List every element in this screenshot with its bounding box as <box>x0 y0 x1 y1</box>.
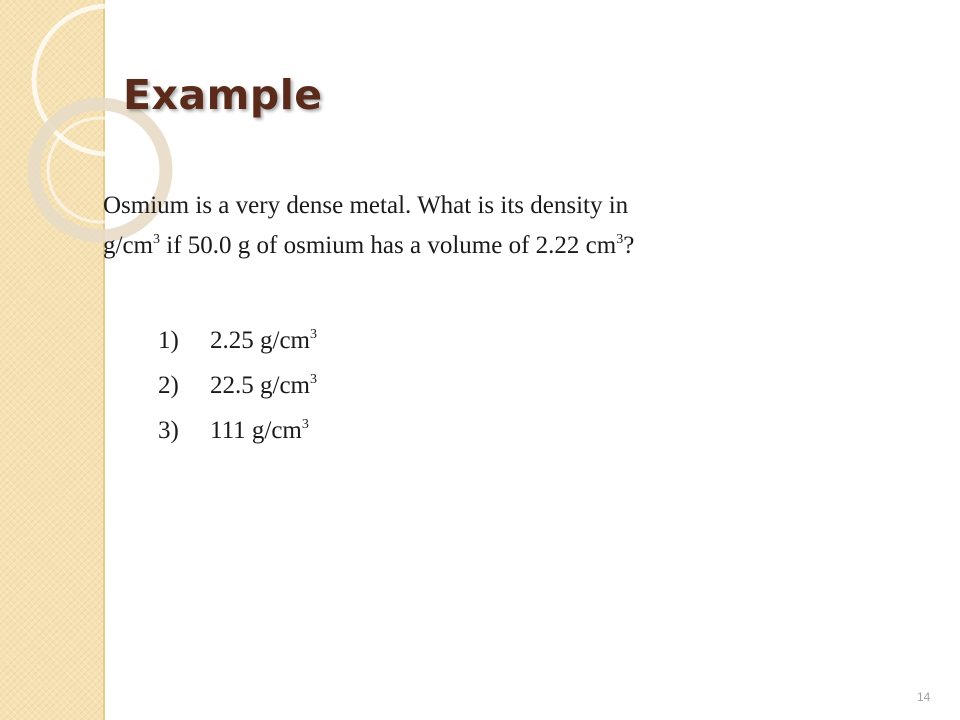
question-line-1: Osmium is a very dense metal. What is its density in <box>103 192 629 219</box>
question-line-2 <box>103 226 863 266</box>
superscript: 3 <box>310 327 317 342</box>
decorative-sidebar <box>0 0 105 720</box>
slide-title: Example <box>123 71 323 119</box>
question-text-middle: if 50.0 g of osmium has a volume of 2.22 cm <box>160 232 617 259</box>
answer-choices <box>158 316 317 451</box>
superscript: 3 <box>301 417 309 432</box>
choice-value: 111 g/cm <box>210 417 302 444</box>
unit-text: g/cm <box>103 232 153 259</box>
choice-value: 2.25 g/cm <box>210 327 310 354</box>
superscript: 3 <box>310 372 317 387</box>
choice-number: 1) <box>158 327 179 354</box>
answer-choice-3 <box>158 406 317 451</box>
choice-number: 3) <box>158 417 179 444</box>
superscript: 3 <box>153 232 160 247</box>
answer-choice-2 <box>158 361 317 406</box>
slide-number: 14 <box>917 690 931 704</box>
superscript: 3 <box>616 232 624 247</box>
choice-number: 2) <box>158 372 179 399</box>
question-mark: ? <box>623 232 635 259</box>
answer-choice-1 <box>158 316 317 361</box>
choice-value: 22.5 g/cm <box>210 372 310 399</box>
question-text <box>103 186 863 266</box>
